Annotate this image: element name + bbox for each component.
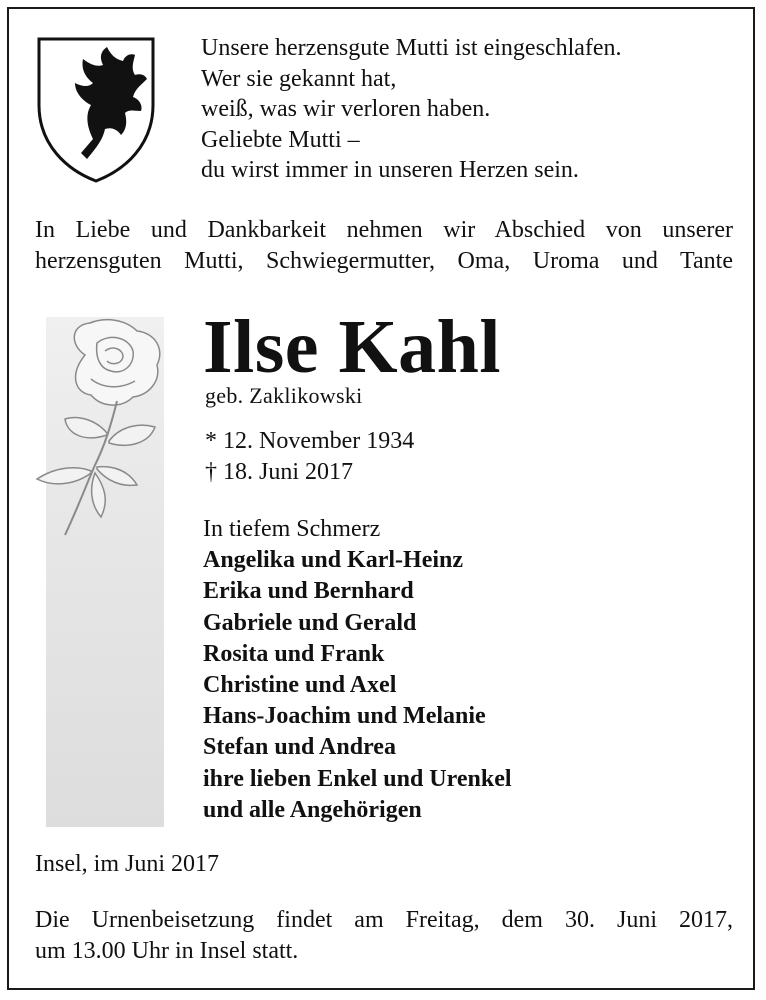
mourners-list [203, 514, 512, 826]
shield-antler-crest-icon [35, 35, 157, 185]
intro-line: In Liebe und Dankbarkeit nehmen wir Abschied von unserer [35, 217, 733, 243]
notice-line: Die Urnenbeisetzung findet am Freitag, dem 30. Juni 2017, [35, 907, 733, 933]
mourner-entry: Stefan und Andrea [203, 734, 396, 761]
birth-date: * 12. November 1934 [205, 428, 415, 454]
intro-line: herzensguten Mutti, Schwiegermutter, Oma, Uroma und Tante [35, 248, 733, 274]
rose-image [25, 315, 175, 545]
mourner-entry: Erika und Bernhard [203, 578, 414, 605]
poem-verse [201, 33, 622, 186]
maiden-name: geb. Zaklikowski [205, 383, 363, 408]
mourner-entry: Rosita und Frank [203, 640, 385, 667]
burial-notice [35, 905, 733, 967]
poem-line: du wirst immer in unseren Herzen sein. [201, 157, 579, 183]
poem-line: Geliebte Mutti – [201, 126, 360, 153]
mourner-entry: Gabriele und Gerald [203, 609, 417, 636]
deceased-name: Ilse Kahl [203, 305, 501, 389]
death-date: † 18. Juni 2017 [205, 459, 354, 485]
mourning-heading: In tiefem Schmerz [203, 516, 381, 542]
mourner-entry: und alle Angehörigen [203, 796, 422, 823]
farewell-intro [35, 215, 733, 277]
obituary-notice [7, 7, 755, 990]
mourner-entry: ihre lieben Enkel und Urenkel [203, 765, 512, 792]
notice-line: um 13.00 Uhr in Insel statt. [35, 938, 299, 964]
poem-line: Unsere herzensgute Mutti ist eingeschlafen. [201, 35, 622, 61]
poem-line: weiß, was wir verloren haben. [201, 96, 491, 122]
mourner-entry: Christine und Axel [203, 672, 397, 699]
mourner-entry: Angelika und Karl-Heinz [203, 547, 464, 574]
life-dates [205, 426, 414, 488]
place-and-date: Insel, im Juni 2017 [35, 851, 219, 877]
poem-line: Wer sie gekannt hat, [201, 65, 397, 92]
mourner-entry: Hans-Joachim und Melanie [203, 703, 486, 730]
